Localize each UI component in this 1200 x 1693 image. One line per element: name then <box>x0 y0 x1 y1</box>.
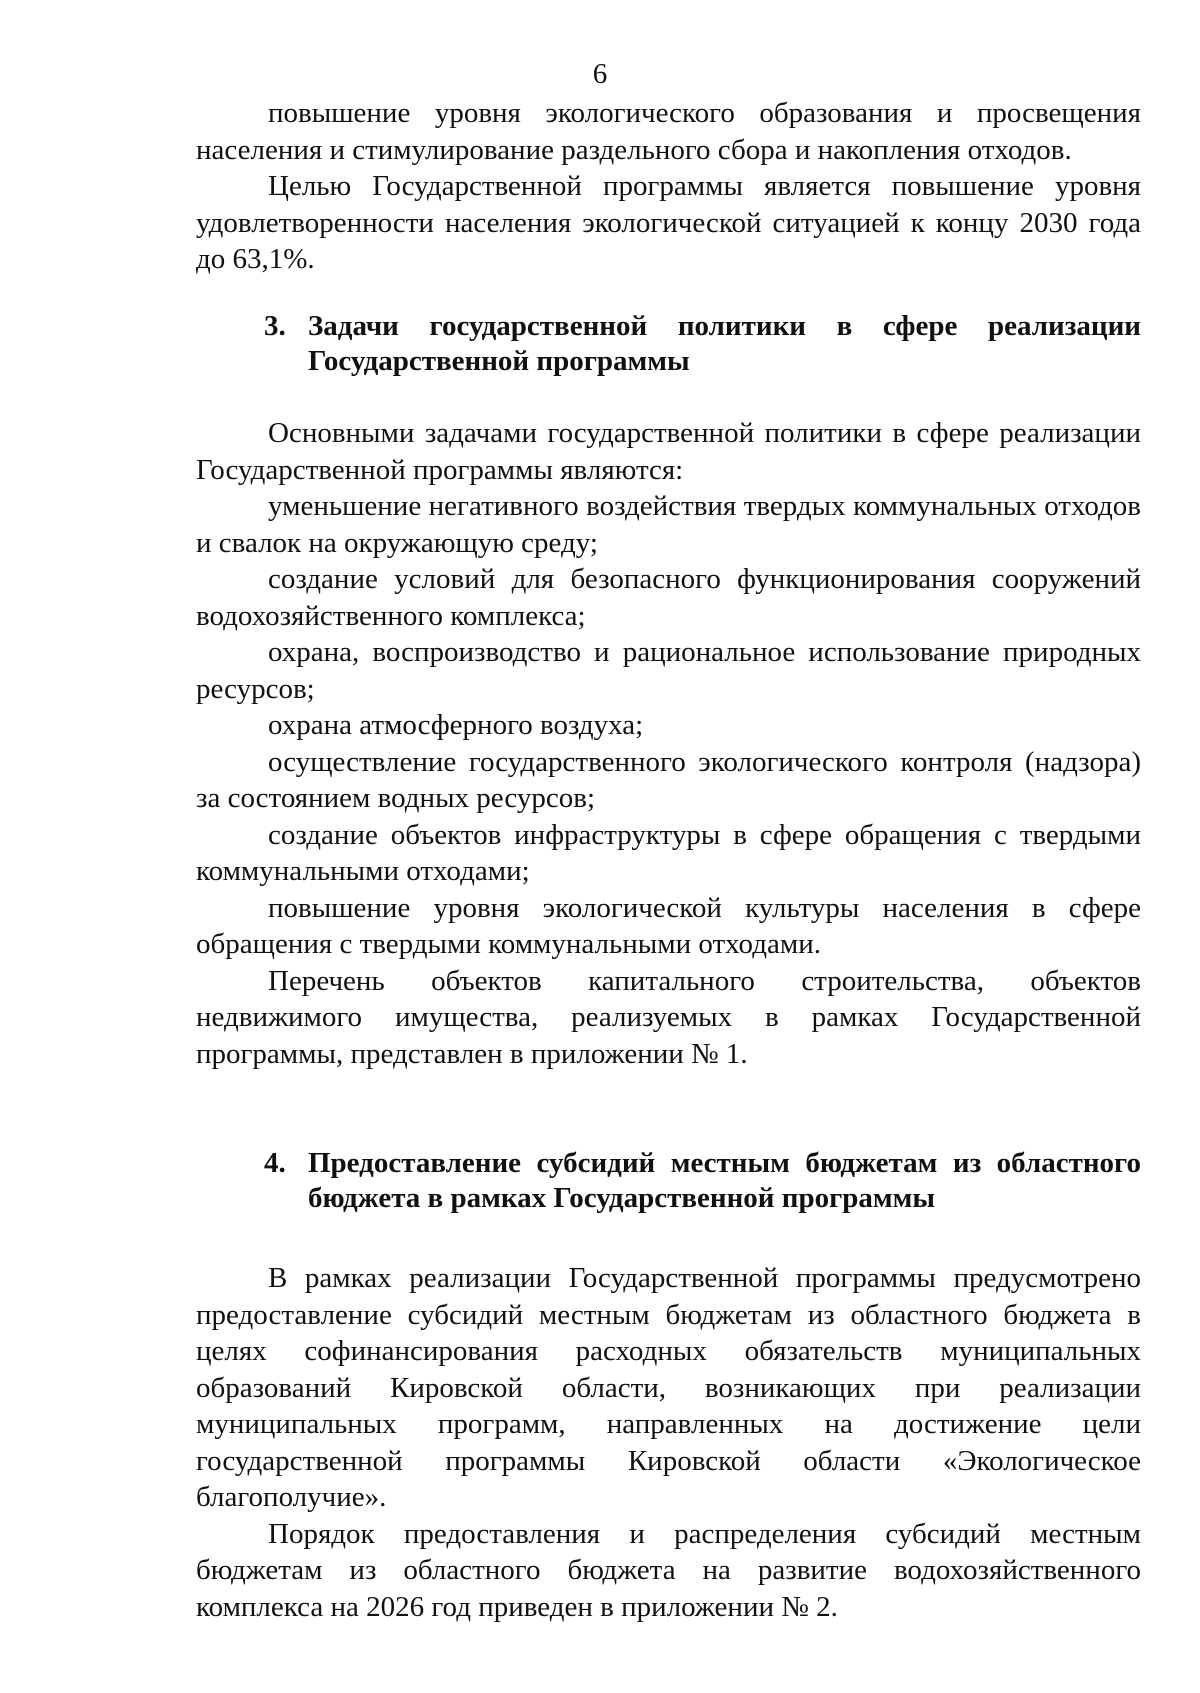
intro-paragraph: Целью Государственной программы является повышение уровня удовлетворенности населения экологической ситуацией к концу 2030 года до 63,1%. <box>196 170 1141 275</box>
section-4-paragraph: Порядок предоставления и распределения субсидий местным бюджетам из областного бюджета на развитие водохозяйственного комплекса на 2026 год приведен в приложении № 2. <box>196 1517 1141 1623</box>
page-number: 6 <box>592 58 608 90</box>
section-3-heading <box>264 309 1141 379</box>
intro-block <box>196 95 1141 278</box>
section-3-paragraph: повышение уровня экологической культуры населения в сфере обращения с твердыми коммунальными отходами. <box>196 891 1141 960</box>
section-4-title-line2: бюджета в рамках Государственной программы <box>308 1182 936 1214</box>
section-4-paragraph: В рамках реализации Государственной программы предусмотрено предоставление субсидий местным бюджетам из областного бюджета в целях софинансирования расходных обязательств муниципальных образований Кировской области, возникающих при реализации муниципальных программ, направленных на достижение цели государственной программы Кировской области «Экологическое благополучие». <box>196 1262 1141 1513</box>
section-3-paragraph: Перечень объектов капитального строительства, объектов недвижимого имущества, реализуемых в рамках Государственной программы, представлен в приложении № 1. <box>196 964 1141 1070</box>
section-4-body <box>196 1260 1141 1625</box>
section-3-paragraph: Основными задачами государственной политики в сфере реализации Государственной программы являются: <box>196 417 1141 486</box>
section-3-body <box>196 415 1141 1072</box>
section-3-title-line2: Государственной программы <box>308 345 690 377</box>
section-3-paragraph: создание объектов инфраструктуры в сфере обращения с твердыми коммунальными отходами; <box>196 818 1141 887</box>
section-3-paragraph: охрана атмосферного воздуха; <box>268 709 644 741</box>
section-3-number: 3. <box>264 310 286 342</box>
section-3-title-line1: Задачи государственной политики в сфере реализации <box>308 310 1141 342</box>
section-4-heading <box>264 1146 1141 1216</box>
section-3-paragraph: осуществление государственного экологического контроля (надзора) за состоянием водных ресурсов; <box>196 745 1141 814</box>
section-3-paragraph: создание условий для безопасного функционирования сооружений водохозяйственного комплекса; <box>196 563 1141 632</box>
intro-paragraph: повышение уровня экологического образования и просвещения населения и стимулирование раздельного сбора и накопления отходов. <box>196 97 1141 166</box>
section-3-paragraph: охрана, воспроизводство и рациональное использование природных ресурсов; <box>196 636 1141 705</box>
section-4-title-line1: Предоставление субсидий местным бюджетам из областного <box>308 1147 1141 1179</box>
section-3-paragraph: уменьшение негативного воздействия твердых коммунальных отходов и свалок на окружающую среду; <box>196 490 1141 559</box>
section-4-number: 4. <box>264 1147 286 1179</box>
